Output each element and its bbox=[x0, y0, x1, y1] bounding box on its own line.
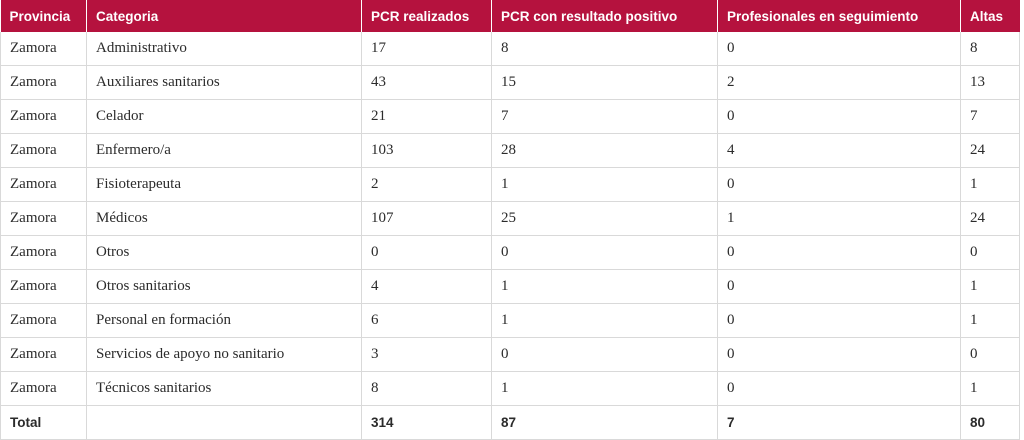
cell-categoria: Técnicos sanitarios bbox=[87, 372, 362, 406]
cell-categoria: Servicios de apoyo no sanitario bbox=[87, 338, 362, 372]
cell-categoria: Personal en formación bbox=[87, 304, 362, 338]
cell-pcr-positivo: 1 bbox=[492, 304, 718, 338]
cell-profesionales-seguimiento: 0 bbox=[718, 100, 961, 134]
cell-provincia: Zamora bbox=[1, 372, 87, 406]
cell-profesionales-seguimiento: 0 bbox=[718, 236, 961, 270]
cell-profesionales-seguimiento: 2 bbox=[718, 66, 961, 100]
table-row bbox=[1, 236, 1020, 270]
table-row bbox=[1, 134, 1020, 168]
cell-categoria: Fisioterapeuta bbox=[87, 168, 362, 202]
table-row bbox=[1, 338, 1020, 372]
table-row bbox=[1, 168, 1020, 202]
cell-profesionales-seguimiento: 4 bbox=[718, 134, 961, 168]
cell-total-label: Total bbox=[1, 406, 87, 440]
cell-profesionales-seguimiento: 0 bbox=[718, 372, 961, 406]
cell-pcr-positivo: 1 bbox=[492, 168, 718, 202]
cell-profesionales-seguimiento: 0 bbox=[718, 168, 961, 202]
column-header-profesionales-seguimiento: Profesionales en seguimiento bbox=[718, 0, 961, 32]
cell-profesionales-seguimiento: 1 bbox=[718, 202, 961, 236]
cell-altas: 8 bbox=[961, 32, 1020, 66]
cell-pcr-positivo: 25 bbox=[492, 202, 718, 236]
cell-altas: 24 bbox=[961, 202, 1020, 236]
column-header-pcr-realizados: PCR realizados bbox=[362, 0, 492, 32]
column-header-categoria: Categoria bbox=[87, 0, 362, 32]
cell-profesionales-seguimiento: 0 bbox=[718, 270, 961, 304]
cell-categoria: Enfermero/a bbox=[87, 134, 362, 168]
cell-profesionales-seguimiento: 0 bbox=[718, 304, 961, 338]
cell-altas: 1 bbox=[961, 270, 1020, 304]
cell-altas: 1 bbox=[961, 372, 1020, 406]
cell-provincia: Zamora bbox=[1, 100, 87, 134]
cell-total-pcr-positivo: 87 bbox=[492, 406, 718, 440]
cell-categoria: Médicos bbox=[87, 202, 362, 236]
table-row bbox=[1, 66, 1020, 100]
cell-provincia: Zamora bbox=[1, 168, 87, 202]
cell-pcr-realizados: 17 bbox=[362, 32, 492, 66]
cell-altas: 13 bbox=[961, 66, 1020, 100]
cell-pcr-realizados: 43 bbox=[362, 66, 492, 100]
cell-altas: 1 bbox=[961, 304, 1020, 338]
cell-provincia: Zamora bbox=[1, 66, 87, 100]
cell-provincia: Zamora bbox=[1, 202, 87, 236]
cell-total-pcr-realizados: 314 bbox=[362, 406, 492, 440]
cell-total-profesionales-seguimiento: 7 bbox=[718, 406, 961, 440]
cell-total-altas: 80 bbox=[961, 406, 1020, 440]
cell-pcr-positivo: 8 bbox=[492, 32, 718, 66]
cell-provincia: Zamora bbox=[1, 134, 87, 168]
cell-pcr-realizados: 8 bbox=[362, 372, 492, 406]
table-row bbox=[1, 304, 1020, 338]
cell-profesionales-seguimiento: 0 bbox=[718, 338, 961, 372]
table-total-row bbox=[1, 406, 1020, 440]
cell-pcr-realizados: 21 bbox=[362, 100, 492, 134]
cell-provincia: Zamora bbox=[1, 32, 87, 66]
cell-provincia: Zamora bbox=[1, 236, 87, 270]
cell-altas: 0 bbox=[961, 236, 1020, 270]
cell-categoria: Celador bbox=[87, 100, 362, 134]
table-header-row bbox=[1, 0, 1020, 32]
cell-pcr-positivo: 0 bbox=[492, 236, 718, 270]
table-row bbox=[1, 100, 1020, 134]
cell-total-categoria bbox=[87, 406, 362, 440]
table-row bbox=[1, 372, 1020, 406]
cell-profesionales-seguimiento: 0 bbox=[718, 32, 961, 66]
cell-pcr-positivo: 0 bbox=[492, 338, 718, 372]
cell-pcr-realizados: 3 bbox=[362, 338, 492, 372]
cell-pcr-positivo: 1 bbox=[492, 270, 718, 304]
cell-categoria: Auxiliares sanitarios bbox=[87, 66, 362, 100]
table-row bbox=[1, 32, 1020, 66]
cell-pcr-realizados: 103 bbox=[362, 134, 492, 168]
cell-pcr-positivo: 7 bbox=[492, 100, 718, 134]
cell-pcr-realizados: 0 bbox=[362, 236, 492, 270]
cell-provincia: Zamora bbox=[1, 270, 87, 304]
table-body bbox=[1, 32, 1020, 440]
cell-pcr-realizados: 2 bbox=[362, 168, 492, 202]
cell-categoria: Otros bbox=[87, 236, 362, 270]
cell-pcr-realizados: 6 bbox=[362, 304, 492, 338]
cell-provincia: Zamora bbox=[1, 304, 87, 338]
table-header bbox=[1, 0, 1020, 32]
cell-pcr-positivo: 1 bbox=[492, 372, 718, 406]
table-row bbox=[1, 270, 1020, 304]
cell-altas: 0 bbox=[961, 338, 1020, 372]
cell-pcr-positivo: 15 bbox=[492, 66, 718, 100]
cell-altas: 24 bbox=[961, 134, 1020, 168]
cell-categoria: Administrativo bbox=[87, 32, 362, 66]
column-header-pcr-positivo: PCR con resultado positivo bbox=[492, 0, 718, 32]
cell-pcr-realizados: 4 bbox=[362, 270, 492, 304]
cell-pcr-realizados: 107 bbox=[362, 202, 492, 236]
cell-altas: 1 bbox=[961, 168, 1020, 202]
table-row bbox=[1, 202, 1020, 236]
cell-pcr-positivo: 28 bbox=[492, 134, 718, 168]
column-header-provincia: Provincia bbox=[1, 0, 87, 32]
cell-categoria: Otros sanitarios bbox=[87, 270, 362, 304]
cell-provincia: Zamora bbox=[1, 338, 87, 372]
column-header-altas: Altas bbox=[961, 0, 1020, 32]
cell-altas: 7 bbox=[961, 100, 1020, 134]
